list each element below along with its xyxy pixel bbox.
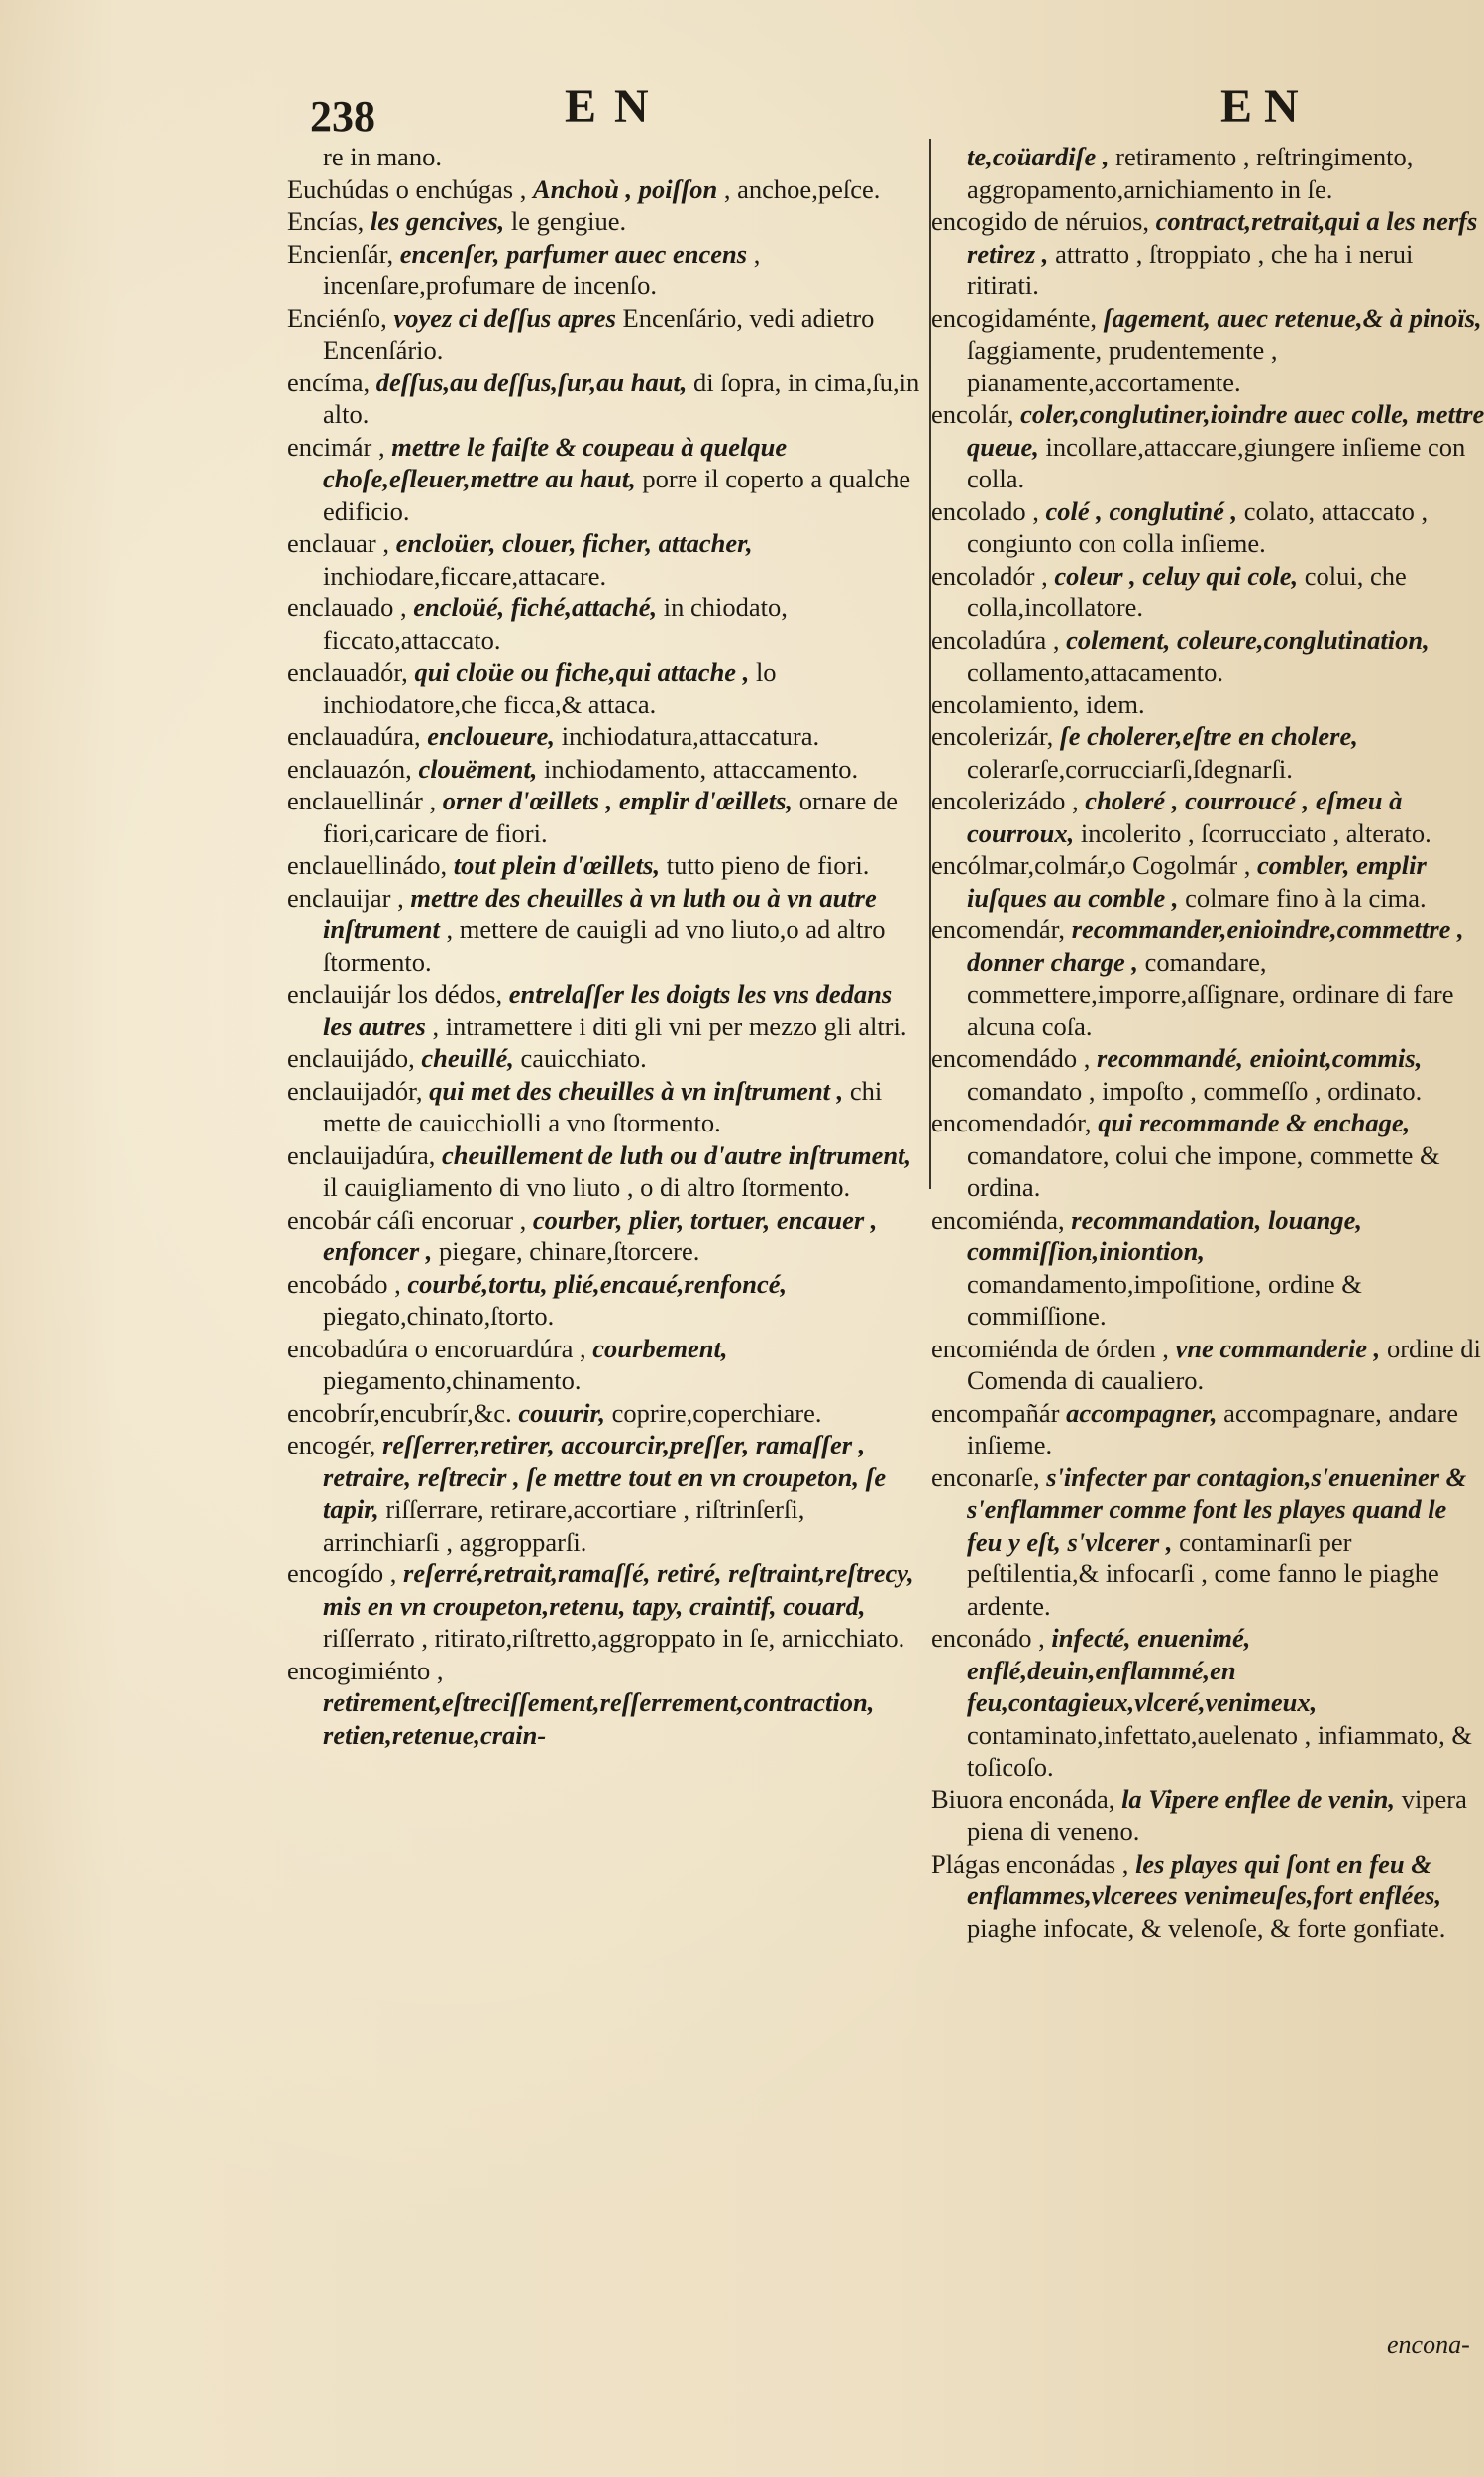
dictionary-entry: [287, 753, 921, 786]
dictionary-entry: [931, 720, 1484, 785]
headword: encogimiénto ,: [287, 1655, 444, 1685]
dictionary-entry: [931, 785, 1484, 849]
dictionary-entry: [287, 431, 921, 528]
headword: encogido de néruios,: [931, 206, 1150, 236]
dictionary-entry: [287, 527, 921, 592]
italian-gloss: contaminato,infettato,auelenato , infiammato, & toſicoſo.: [967, 1719, 1472, 1781]
headword: Encienſár,: [287, 238, 394, 269]
french-gloss: accompagner,: [1066, 1397, 1218, 1428]
french-gloss: coleur , celuy qui cole,: [1054, 560, 1299, 591]
french-gloss: colement, coleure,conglutination,: [1066, 624, 1430, 655]
headword: encobádo ,: [287, 1268, 401, 1299]
french-gloss: reſerré,retrait,ramaſſé, retiré, reſtraint,reſtrecy, mis en vn croupeton,retenu, tapy, craintif, couard,: [323, 1559, 914, 1621]
french-gloss: encloüer, clouer, ficher, attacher,: [395, 528, 753, 558]
italian-gloss: le gengiue.: [510, 206, 627, 236]
italian-gloss: coprire,coperchiare.: [611, 1397, 822, 1428]
right-column: [931, 141, 1484, 2390]
italian-gloss: attratto , ſtroppiato , che ha i nerui ritirati.: [967, 238, 1414, 300]
french-gloss: tout plein d'œillets,: [453, 850, 661, 880]
running-head-left: EN: [565, 80, 667, 133]
italian-gloss: contaminarſi per peſtilentia,& infocarſi , come fanno le piaghe ardente.: [967, 1526, 1439, 1621]
dictionary-entry: [931, 849, 1484, 914]
headword: Enciénſo,: [287, 302, 387, 333]
headword: encomiénda,: [931, 1204, 1065, 1235]
headword: encólmar,colmár,o Cogolmár ,: [931, 850, 1251, 880]
dictionary-entry: [931, 560, 1484, 624]
dictionary-entry: [287, 141, 921, 173]
french-gloss: encloüé, fiché,attaché,: [413, 592, 658, 622]
page-number: 238: [310, 92, 375, 141]
headword: encolár,: [931, 399, 1014, 429]
dictionary-entry: [287, 1042, 921, 1075]
headword: enclauijár los dédos,: [287, 979, 503, 1009]
left-column: [287, 141, 921, 1751]
dictionary-entry: [931, 1848, 1484, 1945]
headword: encolerizár,: [931, 721, 1054, 751]
italian-gloss: colmare fino à la cima.: [1185, 882, 1427, 913]
french-gloss: combler, emplir iuſques au comble ,: [967, 850, 1427, 913]
french-gloss: infecté, enuenimé, enflé,deuin,enflammé,en feu,contagieux,vlceré,venimeux,: [967, 1623, 1318, 1717]
headword: enconádo ,: [931, 1623, 1045, 1653]
italian-gloss: Encenſário, vedi adietro Encenſário.: [323, 302, 875, 365]
italian-gloss: piegamento,chinamento.: [323, 1365, 582, 1395]
dictionary-entry: [287, 882, 921, 979]
italian-gloss: collamento,attacamento.: [967, 657, 1223, 687]
french-gloss: deſſus,au deſſus,ſur,au haut,: [375, 367, 688, 397]
dictionary-entry: [287, 1139, 921, 1204]
headword: encogér,: [287, 1430, 376, 1459]
headword: enclauazón,: [287, 753, 412, 784]
italian-gloss: lo inchiodatore,che ficca,& attaca.: [323, 657, 777, 719]
dictionary-entry: [287, 238, 921, 302]
italian-gloss: comandato , impoſto , commeſſo , ordinato.: [967, 1075, 1423, 1106]
french-gloss: reſſerrer,retirer, accourcir,preſſer, ramaſſer , retraire, reſtrecir , ſe mettre tout en vn croupeton, ſe tapir,: [323, 1430, 887, 1524]
dictionary-entry: [931, 1204, 1484, 1333]
dictionary-entry: [931, 398, 1484, 495]
dictionary-entry: [931, 1042, 1484, 1107]
headword: encomendár,: [931, 915, 1066, 944]
headword: encimár ,: [287, 431, 385, 462]
headword: Plágas enconádas ,: [931, 1848, 1129, 1879]
french-gloss: contract,retrait,qui a les nerfs retirez ,: [967, 206, 1478, 269]
headword: encobadúra o encoruardúra ,: [287, 1333, 586, 1363]
french-gloss: la Vipere enflee de venin,: [1121, 1783, 1396, 1814]
headword: encobár cáſi encoruar ,: [287, 1204, 527, 1235]
headword: enclauijadúra,: [287, 1139, 436, 1170]
headword: encompañár: [931, 1397, 1060, 1428]
headword: enclauellinádo,: [287, 850, 448, 880]
italian-gloss: il cauigliamento di vno liuto , o di altro ſtormento.: [323, 1172, 851, 1202]
dictionary-entry: [931, 141, 1484, 205]
dictionary-entry: [287, 1268, 921, 1333]
headword: encíma,: [287, 367, 371, 397]
italian-gloss: colui, che colla,incollatore.: [967, 560, 1407, 622]
french-gloss: recommander,enioindre,commettre , donner charge ,: [967, 915, 1464, 977]
french-gloss: les playes qui ſont en feu & enflammes,vlcerees venimeuſes,fort enflées,: [967, 1848, 1442, 1910]
headword: enclauijádo,: [287, 1043, 415, 1073]
dictionary-entry: [931, 1461, 1484, 1623]
french-gloss: ſagement, auec retenue,& à pinoïs,: [1103, 302, 1482, 333]
french-gloss: colé , conglutiné ,: [1045, 495, 1238, 526]
french-gloss: mettre des cheuilles à vn luth ou à vn autre inſtrument: [323, 882, 877, 944]
french-gloss: cheuillé,: [421, 1043, 514, 1073]
dictionary-entry: [287, 785, 921, 849]
italian-gloss: ornare de fiori,caricare de fiori.: [323, 786, 898, 848]
dictionary-entry: [931, 914, 1484, 1042]
dictionary-entry: [931, 1622, 1484, 1783]
italian-gloss: , anchoe,peſce.: [723, 173, 881, 204]
headword: encomendadór,: [931, 1108, 1092, 1137]
french-gloss: entrelaſſer les doigts les vns dedans les autres: [323, 979, 893, 1041]
italian-gloss: riſſerrare, retirare,accortiare , riſtrinſerſi, arrinchiarſi , aggropparſi.: [323, 1494, 805, 1557]
italian-gloss: piaghe infocate, & velenoſe, & forte gonfiate.: [967, 1912, 1446, 1943]
italian-gloss: inchiodatura,attaccatura.: [561, 721, 820, 751]
french-gloss: courber, plier, tortuer, encauer , enfoncer ,: [323, 1204, 878, 1266]
french-gloss: te,coüardiſe ,: [967, 142, 1110, 171]
italian-gloss: piegato,chinato,ſtorto.: [323, 1301, 555, 1331]
french-gloss: voyez ci deſſus apres: [393, 302, 616, 333]
french-gloss: recommandé, enioint,commis,: [1097, 1043, 1423, 1073]
italian-gloss: incolerito , ſcorrucciato , alterato.: [1080, 817, 1431, 848]
headword: encoladór ,: [931, 560, 1048, 591]
dictionary-entry: [287, 173, 921, 206]
french-gloss: Anchoù , poiſſon: [533, 173, 718, 204]
dictionary-entry: [287, 1397, 921, 1430]
italian-gloss: incollare,attaccare,giungere inſieme con colla.: [967, 431, 1466, 493]
dictionary-entry: [287, 978, 921, 1042]
dictionary-entry: [287, 849, 921, 882]
dictionary-entry: [931, 624, 1484, 689]
dictionary-entry: [287, 656, 921, 720]
headword: enclauado ,: [287, 592, 407, 622]
headword: encolamiento,: [931, 689, 1080, 719]
headword: encobrír,encubrír,&c.: [287, 1397, 512, 1428]
headword: Euchúdas o enchúgas ,: [287, 173, 527, 204]
italian-gloss: colerarſe,corrucciarſi,ſdegnarſi.: [967, 753, 1293, 784]
italian-gloss: inchiodamento, attaccamento.: [544, 753, 859, 784]
dictionary-entry: [287, 1333, 921, 1397]
french-gloss: encloueure,: [427, 721, 556, 751]
italian-gloss: accompagnare, andare inſieme.: [967, 1397, 1458, 1459]
french-gloss: qui cloüe ou fiche,qui attache ,: [414, 657, 750, 687]
dictionary-entry: [287, 205, 921, 238]
italian-gloss: di ſopra, in cima,ſu,in alto.: [323, 367, 920, 429]
italian-gloss: vipera piena di veneno.: [967, 1783, 1467, 1846]
french-gloss: courbé,tortu, plié,encaué,renfoncé,: [407, 1268, 788, 1299]
french-gloss: mettre le faiſte & coupeau à quelque choſe,eſleuer,mettre au haut,: [323, 431, 788, 493]
headword: Encías,: [287, 206, 365, 236]
italian-gloss: ſaggiamente, prudentemente , pianamente,accortamente.: [967, 335, 1278, 397]
catchword: encona-: [1387, 2330, 1470, 2359]
italian-gloss: riſſerrato , ritirato,riſtretto,aggroppato in ſe, arnicchiato.: [323, 1623, 905, 1653]
french-gloss: cheuillement de luth ou d'autre inſtrument,: [441, 1139, 912, 1170]
headword: encogidaménte,: [931, 302, 1098, 333]
french-gloss: les gencives,: [370, 206, 505, 236]
italian-gloss: colato, attaccato , congiunto con colla inſieme.: [967, 495, 1429, 558]
headword: encolerizádo ,: [931, 786, 1079, 815]
italian-gloss: re in mano.: [323, 142, 442, 171]
headword: encolado ,: [931, 495, 1039, 526]
italian-gloss: cauicchiato.: [520, 1043, 647, 1073]
french-gloss: couurir,: [518, 1397, 605, 1428]
dictionary-entry: [931, 1107, 1484, 1204]
headword: enclauadór,: [287, 657, 408, 687]
italian-gloss: comandamento,impoſitione, ordine & commiſſione.: [967, 1268, 1362, 1331]
italian-gloss: in chiodato, ficcato,attaccato.: [323, 592, 788, 655]
headword: enclauellinár ,: [287, 786, 437, 815]
italian-gloss: porre il coperto a qualche edificio.: [323, 464, 911, 526]
italian-gloss: comandare, commettere,imporre,aſſignare, ordinare di fare alcuna coſa.: [967, 946, 1454, 1041]
french-gloss: recommandation, louange, commiſſion,iniontion,: [967, 1204, 1363, 1266]
dictionary-entry: [287, 1655, 921, 1752]
headword: enclauijadór,: [287, 1075, 423, 1106]
french-gloss: courbement,: [592, 1333, 728, 1363]
dictionary-entry: [287, 592, 921, 656]
headword: enclauijar ,: [287, 882, 404, 913]
italian-gloss: , intramettere i diti gli vni per mezzo gli altri.: [432, 1011, 907, 1041]
dictionary-entry: [287, 1075, 921, 1139]
dictionary-entry: [931, 1397, 1484, 1461]
italian-gloss: tutto pieno de fiori.: [666, 850, 870, 880]
headword: enclauar ,: [287, 528, 389, 558]
dictionary-entry: [287, 720, 921, 753]
dictionary-entry: [287, 1429, 921, 1558]
french-gloss: qui met des cheuilles à vn inſtrument ,: [429, 1075, 844, 1106]
dictionary-entry: [931, 495, 1484, 560]
italian-gloss: , incenſare,profumare de incenſo.: [323, 238, 761, 300]
dictionary-entry: [287, 1204, 921, 1268]
italian-gloss: inchiodare,ficcare,attacare.: [323, 560, 607, 591]
dictionary-entry: [931, 205, 1484, 302]
french-gloss: choleré , courroucé , eſmeu à courroux,: [967, 786, 1403, 848]
french-gloss: vne commanderie ,: [1175, 1333, 1381, 1363]
french-gloss: orner d'œillets , emplir d'œillets,: [442, 786, 794, 815]
headword: enclauadúra,: [287, 721, 421, 751]
french-gloss: clouëment,: [418, 753, 538, 784]
dictionary-entry: [287, 367, 921, 431]
french-gloss: encenſer, parfumer auec encens: [399, 238, 748, 269]
headword: encomendádo ,: [931, 1043, 1091, 1073]
french-gloss: coler,conglutiner,ioindre auec colle, mettre queue,: [967, 399, 1484, 462]
dictionary-entry: [287, 302, 921, 367]
italian-gloss: , mettere de cauigli ad vno liuto,o ad altro ſtormento.: [323, 915, 886, 977]
headword: enconarſe,: [931, 1461, 1040, 1492]
french-gloss: s'infecter par contagion,s'enueniner & s'enflammer comme font les playes quand le feu y eſt, s'vlcerer ,: [967, 1461, 1467, 1557]
headword: Biuora enconáda,: [931, 1783, 1115, 1814]
italian-gloss: idem.: [1086, 689, 1145, 719]
italian-gloss: comandatore, colui che impone, commette & ordina.: [967, 1139, 1440, 1202]
headword: encomiénda de órden ,: [931, 1333, 1169, 1363]
dictionary-entry: [931, 1783, 1484, 1848]
french-gloss: retirement,eſtreciſſement,reſſerrement,contraction, retien,retenue,crain-: [323, 1687, 875, 1750]
dictionary-entry: [287, 1558, 921, 1655]
italian-gloss: ordine di Comenda di caualiero.: [967, 1333, 1481, 1395]
dictionary-entry: [931, 302, 1484, 399]
headword: encogído ,: [287, 1559, 397, 1588]
french-gloss: qui recommande & enchage,: [1098, 1108, 1411, 1137]
dictionary-entry: [931, 689, 1484, 721]
dictionary-entry: [931, 1333, 1484, 1397]
headword: encoladúra ,: [931, 624, 1060, 655]
italian-gloss: retiramento , reſtringimento, aggropamento,arnichiamento in ſe.: [967, 142, 1414, 204]
italian-gloss: piegare, chinare,ſtorcere.: [439, 1237, 700, 1266]
french-gloss: ſe cholerer,eſtre en cholere,: [1059, 721, 1358, 751]
running-head-right: EN: [1220, 80, 1311, 133]
italian-gloss: chi mette de cauicchiolli a vno ſtormento.: [323, 1075, 883, 1137]
